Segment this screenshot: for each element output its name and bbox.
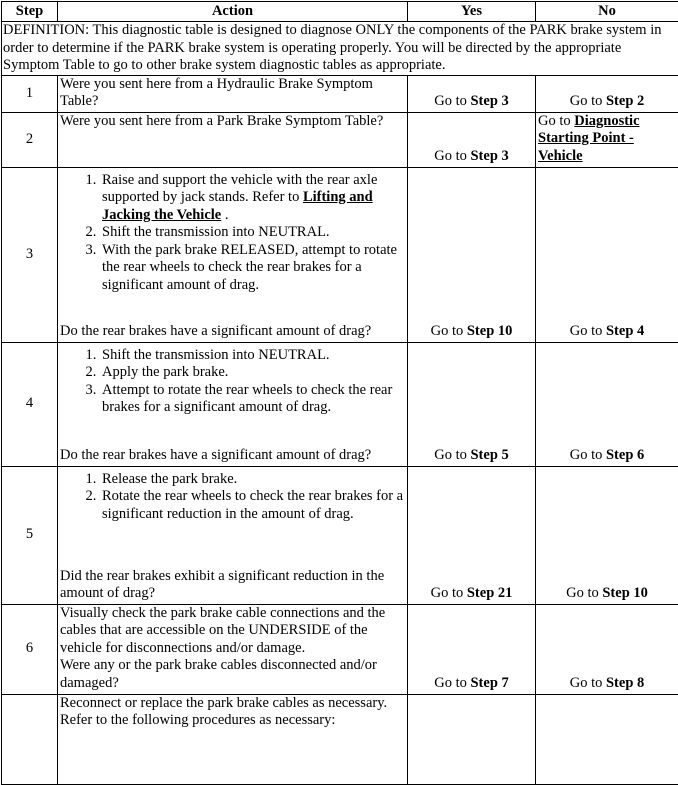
table-row (2, 466, 678, 604)
diagnostic-starting-point-link[interactable]: Diagnostic Starting Point - Vehicle (538, 113, 640, 164)
no-step-link[interactable]: Step 6 (606, 447, 644, 463)
list-item: 1. Raise and support the vehicle with the rear axle supported by jack stands. Refer to Lifting and Jacking the Vehicle . (100, 172, 405, 225)
goto-text: Go to (434, 675, 467, 691)
action-cell (58, 604, 408, 694)
list-item: 1. Release the park brake. (100, 471, 405, 489)
action-list (60, 347, 405, 417)
action-list (60, 471, 405, 524)
no-step-link[interactable]: Step 2 (606, 93, 644, 109)
yes-step-link[interactable]: Step 7 (470, 675, 508, 691)
yes-cell (408, 466, 536, 604)
action-question: Were you sent here from a Hydraulic Brake Symptom Table? (58, 75, 408, 112)
yes-step-link[interactable]: Step 3 (470, 93, 508, 109)
yes-cell (408, 167, 536, 342)
list-item: 2. Apply the park brake. (100, 364, 405, 382)
table-row (2, 604, 678, 694)
table-row (2, 167, 678, 342)
step-number: 6 (2, 604, 58, 694)
header-action: Action (58, 2, 408, 22)
step-number: 3 (2, 167, 58, 342)
table-row (2, 342, 678, 466)
yes-step-link[interactable]: Step 10 (467, 323, 513, 339)
no-step-link[interactable]: Step 4 (606, 323, 644, 339)
yes-step-link[interactable]: Step 3 (470, 148, 508, 164)
action-question: Did the rear brakes exhibit a significant reduction in the amount of drag? (60, 568, 405, 603)
step-number (2, 694, 58, 784)
yes-step-link[interactable]: Step 5 (470, 447, 508, 463)
goto-text: Go to (538, 113, 571, 129)
goto-text: Go to (570, 323, 603, 339)
header-yes: Yes (408, 2, 536, 22)
yes-cell (408, 112, 536, 167)
step-number: 2 (2, 112, 58, 167)
no-cell (536, 167, 678, 342)
list-item: 1. Shift the transmission into NEUTRAL. (100, 347, 405, 365)
no-cell (536, 112, 678, 167)
step-number: 4 (2, 342, 58, 466)
header-row (2, 2, 678, 22)
goto-text: Go to (570, 93, 603, 109)
yes-cell (408, 75, 536, 112)
definition-text: DEFINITION: This diagnostic table is designed to diagnose ONLY the components of the PARK brake system in order to determine if the PARK brake system is operating properly. You will be directed by the appropriate Symptom Table to go to other brake system diagnostic tables as appropriate. (2, 22, 678, 76)
goto-text: Go to (431, 585, 464, 601)
step-number: 5 (2, 466, 58, 604)
action-cell (58, 466, 408, 604)
goto-text: Go to (566, 585, 599, 601)
list-item: 2. Shift the transmission into NEUTRAL. (100, 224, 405, 242)
header-step: Step (2, 2, 58, 22)
diagnostic-table (1, 1, 678, 785)
action-text: Visually check the park brake cable connections and the cables that are accessible on the UNDERSIDE of the vehicle for disconnections and/or damage. (60, 605, 405, 658)
lifting-jacking-link[interactable]: Lifting and Jacking the Vehicle (102, 189, 373, 223)
table-row (2, 112, 678, 167)
action-question: Do the rear brakes have a significant amount of drag? (60, 323, 371, 341)
goto-text: Go to (570, 447, 603, 463)
action-list (60, 172, 405, 295)
action-cell (58, 694, 408, 784)
no-cell (536, 694, 678, 784)
definition-row (2, 22, 678, 76)
goto-text: Go to (570, 675, 603, 691)
step-number: 1 (2, 75, 58, 112)
header-no: No (536, 2, 678, 22)
yes-cell (408, 342, 536, 466)
action-question: Were you sent here from a Park Brake Symptom Table? (58, 112, 408, 167)
action-question: Do the rear brakes have a significant amount of drag? (60, 447, 371, 465)
no-step-link[interactable]: Step 10 (602, 585, 648, 601)
no-cell (536, 604, 678, 694)
action-cell (58, 167, 408, 342)
no-step-link[interactable]: Step 8 (606, 675, 644, 691)
goto-text: Go to (431, 323, 464, 339)
action-question: Were any or the park brake cables disconnected and/or damaged? (60, 657, 405, 692)
yes-step-link[interactable]: Step 21 (467, 585, 513, 601)
no-cell (536, 75, 678, 112)
yes-cell (408, 604, 536, 694)
no-cell (536, 466, 678, 604)
no-cell (536, 342, 678, 466)
list-item: 3. Attempt to rotate the rear wheels to check the rear brakes for a significant amount of drag. (100, 382, 405, 417)
table-row (2, 694, 678, 784)
list-item: 3. With the park brake RELEASED, attempt to rotate the rear wheels to check the rear brakes for a significant amount of drag. (100, 242, 405, 295)
action-cell (58, 342, 408, 466)
action-text: Reconnect or replace the park brake cables as necessary. Refer to the following procedures as necessary: (60, 695, 405, 730)
list-item: 2. Rotate the rear wheels to check the rear brakes for a significant reduction in the amount of drag. (100, 488, 405, 523)
goto-text: Go to (434, 93, 467, 109)
goto-text: Go to (434, 148, 467, 164)
goto-text: Go to (434, 447, 467, 463)
yes-cell (408, 694, 536, 784)
table-row (2, 75, 678, 112)
